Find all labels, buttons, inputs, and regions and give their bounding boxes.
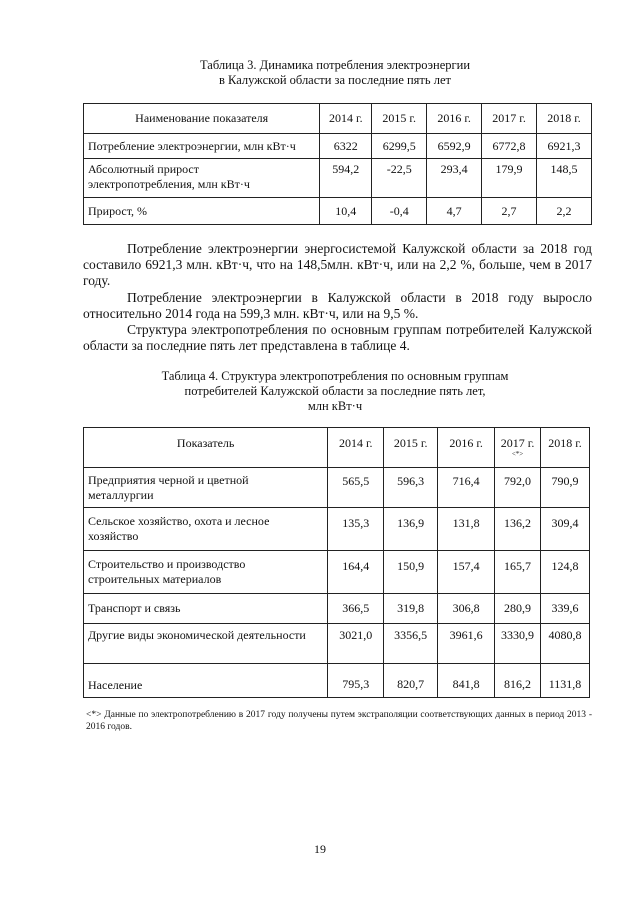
- cell-value: 6921,3: [537, 134, 592, 159]
- cell-value: 309,4: [541, 508, 590, 551]
- table4-caption-line1: Таблица 4. Структура электропотребления по основным группам: [161, 369, 509, 383]
- cell-value: 596,3: [384, 468, 438, 508]
- cell-value: 148,5: [537, 159, 592, 198]
- cell-value: 820,7: [384, 664, 438, 698]
- table4-caption: [80, 369, 590, 414]
- cell-value: 1131,8: [541, 664, 590, 698]
- row-label: Население: [84, 664, 328, 698]
- cell-value: 124,8: [541, 551, 590, 594]
- table3-caption-line1: Таблица 3. Динамика потребления электроэнергии: [199, 58, 471, 72]
- paragraph: Структура электропотребления по основным группам потребителей Калужской области за последние пять лет представлена в таблице 4.: [83, 322, 592, 353]
- cell-value: 816,2: [495, 664, 541, 698]
- cell-value: 795,3: [328, 664, 384, 698]
- cell-value: 6322: [320, 134, 372, 159]
- table3-header-year: 2017 г.: [482, 104, 537, 134]
- cell-value: 10,4: [320, 198, 372, 225]
- cell-value: -0,4: [372, 198, 427, 225]
- row-label: Другие виды экономической деятельности: [84, 624, 328, 664]
- table4-header-year: 2016 г.: [438, 428, 495, 468]
- cell-value: 165,7: [495, 551, 541, 594]
- table4-header-row: [84, 428, 590, 468]
- table4-header-year: 2014 г.: [328, 428, 384, 468]
- table3-caption-line2: в Калужской области за последние пять лет: [219, 73, 451, 87]
- cell-value: 792,0: [495, 468, 541, 508]
- cell-value: 179,9: [482, 159, 537, 198]
- cell-value: 366,5: [328, 594, 384, 624]
- row-label: Абсолютный прирост электропотребления, млн кВт·ч: [84, 159, 320, 198]
- row-label: Строительство и производство строительных материалов: [84, 551, 328, 594]
- row-label: Предприятия черной и цветной металлургии: [84, 468, 328, 508]
- cell-value: 339,6: [541, 594, 590, 624]
- cell-value: 319,8: [384, 594, 438, 624]
- table3-header-row: [84, 104, 592, 134]
- table3: [83, 103, 592, 225]
- cell-value: 306,8: [438, 594, 495, 624]
- row-label: Транспорт и связь: [84, 594, 328, 624]
- table4-header-year: 2015 г.: [384, 428, 438, 468]
- cell-value: 716,4: [438, 468, 495, 508]
- cell-value: 2,7: [482, 198, 537, 225]
- cell-value: 4080,8: [541, 624, 590, 664]
- table4-caption-line3: млн кВт·ч: [307, 399, 363, 413]
- table-row: [84, 624, 590, 664]
- table-row: [84, 508, 590, 551]
- cell-value: 2,2: [537, 198, 592, 225]
- cell-value: 565,5: [328, 468, 384, 508]
- table4-header-year: 2018 г.: [541, 428, 590, 468]
- row-label: Сельское хозяйство, охота и лесное хозяйство: [84, 508, 328, 551]
- table3-caption: [80, 58, 590, 88]
- cell-value: 150,9: [384, 551, 438, 594]
- row-label: Прирост, %: [84, 198, 320, 225]
- cell-value: 136,2: [495, 508, 541, 551]
- table4-header-year: 2017 г. <*>: [495, 428, 541, 468]
- table-row: [84, 551, 590, 594]
- cell-value: 3356,5: [384, 624, 438, 664]
- cell-value: 841,8: [438, 664, 495, 698]
- table-row: [84, 594, 590, 624]
- cell-value: 157,4: [438, 551, 495, 594]
- page-number: 19: [314, 842, 326, 856]
- cell-value: 6772,8: [482, 134, 537, 159]
- paragraph: Потребление электроэнергии энергосистемой Калужской области за 2018 год составило 6921,3 млн. кВт·ч, что на 148,5млн. кВт·ч, или на 2,2 %, больше, чем в 2017 году.: [83, 241, 592, 288]
- cell-value: 135,3: [328, 508, 384, 551]
- table-row: [84, 159, 592, 198]
- table3-header-year: 2016 г.: [427, 104, 482, 134]
- cell-value: 136,9: [384, 508, 438, 551]
- row-label: Потребление электроэнергии, млн кВт·ч: [84, 134, 320, 159]
- table3-header-year: 2014 г.: [320, 104, 372, 134]
- table3-header-year: 2018 г.: [537, 104, 592, 134]
- cell-value: 280,9: [495, 594, 541, 624]
- paragraph: Потребление электроэнергии в Калужской области в 2018 году выросло относительно 2014 года на 599,3 млн. кВт·ч, или на 9,5 %.: [83, 290, 592, 321]
- table-row: [84, 198, 592, 225]
- table4-caption-line2: потребителей Калужской области за последние пять лет,: [184, 384, 486, 398]
- table4-header-label: Показатель: [84, 428, 328, 468]
- footnote-marker: <*>: [511, 450, 524, 458]
- cell-value: 3961,6: [438, 624, 495, 664]
- cell-value: 131,8: [438, 508, 495, 551]
- cell-value: 6299,5: [372, 134, 427, 159]
- cell-value: 594,2: [320, 159, 372, 198]
- cell-value: 293,4: [427, 159, 482, 198]
- table-row: [84, 134, 592, 159]
- table3-header-label: Наименование показателя: [84, 104, 320, 134]
- table-row: [84, 664, 590, 698]
- cell-value: 790,9: [541, 468, 590, 508]
- table4: [83, 427, 590, 698]
- cell-value: 6592,9: [427, 134, 482, 159]
- table3-header-year: 2015 г.: [372, 104, 427, 134]
- cell-value: 3021,0: [328, 624, 384, 664]
- cell-value: 4,7: [427, 198, 482, 225]
- table4-footnote: <*> Данные по электропотреблению в 2017 году получены путем экстраполяции соответствующих данных в период 2013 - 2016 годов.: [86, 710, 592, 732]
- cell-value: 164,4: [328, 551, 384, 594]
- cell-value: -22,5: [372, 159, 427, 198]
- cell-value: 3330,9: [495, 624, 541, 664]
- table-row: [84, 468, 590, 508]
